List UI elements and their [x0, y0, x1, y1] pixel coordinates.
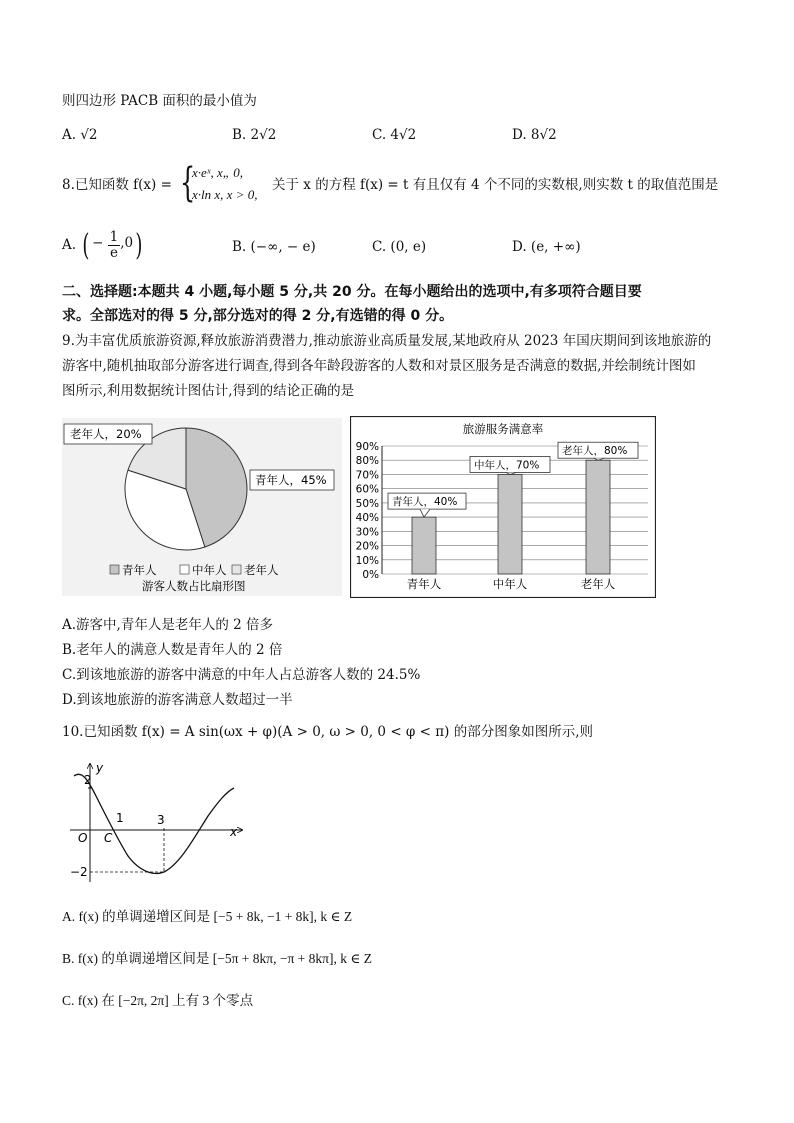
y-axis-label: y — [96, 761, 104, 775]
legend-label-youth: 青年人 — [122, 563, 157, 577]
q7-option-b: B. 2√2 — [232, 127, 277, 143]
bar-0 — [412, 517, 436, 574]
x-tick-label: 老年人 — [580, 577, 616, 591]
q8-option-b: B. (−∞, − e) — [232, 239, 316, 255]
point-c-label: C — [104, 831, 113, 845]
q10-sine-graph — [68, 758, 248, 886]
y-tick-label: 70% — [355, 469, 379, 482]
q9-option-c: C.到该地旅游的游客中满意的中年人占总游客人数的 24.5% — [62, 667, 421, 683]
q9-line-2: 游客中,随机抽取部分游客进行调查,得到各年龄段游客的人数和对景区服务是否满意的数据,并绘制统计图如 — [62, 358, 696, 374]
bar-annotation-text: 青年人，40% — [392, 496, 458, 509]
y-tick-label: 0% — [362, 569, 379, 581]
q8-option-a: A. ( − $\frac{1}{e}$ ,0) — [62, 228, 143, 263]
pie-label-youth: 青年人，45% — [255, 473, 327, 487]
q10-option-b: B. f(x) 的单调递增区间是 [−5π + 8kπ, −π + 8kπ], k ∈ Z — [62, 951, 372, 966]
y-tick-label: 10% — [355, 554, 379, 567]
y-tick-label: 60% — [355, 483, 379, 496]
brace-symbol: { — [180, 160, 196, 206]
q9-line-3: 图所示,利用数据统计图估计,得到的结论正确的是 — [62, 383, 355, 399]
q8-prefix: 8.已知函数 f(x) = — [62, 177, 172, 193]
q10-option-c: C. f(x) 在 [−2π, 2π] 上有 3 个零点 — [62, 993, 254, 1008]
q8-option-a-label: A. — [62, 237, 77, 253]
bar-1 — [498, 474, 522, 574]
q8-option-a-numerator: 1 — [109, 229, 119, 245]
bar-x-ticks — [407, 577, 616, 591]
bar-chart-title: 旅游服务满意率 — [462, 422, 544, 436]
q8-option-d: D. (e, +∞) — [512, 239, 581, 255]
legend-label-elderly: 老年人 — [244, 563, 279, 577]
q7-text: 则四边形 PACB 面积的最小值为 — [62, 93, 257, 109]
q9-option-d: D.到该地旅游的游客满意人数超过一半 — [62, 692, 293, 708]
q8-case-2: x·ln x, x > 0, — [192, 187, 258, 202]
legend-label-middle: 中年人 — [192, 563, 227, 577]
y-tick-label: 20% — [355, 540, 379, 553]
pie-label-elderly: 老年人，20% — [70, 427, 142, 441]
x-one-label: 1 — [116, 811, 124, 825]
pie-slices — [125, 428, 247, 550]
y-tick-label: 80% — [355, 455, 379, 468]
x-axis-label: x — [230, 825, 238, 839]
section-2-heading-line-2: 求。全部选对的得 5 分,部分选对的得 2 分,有选错的得 0 分。 — [62, 308, 454, 324]
bar-annotation-text: 老年人，80% — [562, 445, 628, 458]
bar-2 — [586, 460, 610, 574]
q8-option-c: C. (0, e) — [372, 239, 427, 255]
y-tick-label: 40% — [355, 512, 379, 525]
legend-swatch-youth — [110, 565, 119, 574]
q8-option-a-denominator: e — [109, 245, 118, 261]
section-2-heading-line-1: 二、选择题:本题共 4 小题,每小题 5 分,共 20 分。在每小题给出的选项中,有多项符合题目要 — [62, 284, 642, 300]
origin-label: O — [78, 831, 88, 845]
legend-swatch-middle — [180, 565, 189, 574]
bar-chart — [350, 416, 656, 598]
y-tick-label: 90% — [355, 441, 379, 453]
sine-curve — [74, 774, 234, 873]
y-two-label: 2 — [84, 773, 92, 787]
x-tick-label: 青年人 — [406, 577, 442, 591]
q7-option-c: C. 4√2 — [372, 127, 417, 143]
y-tick-label: 50% — [355, 497, 379, 510]
y-tick-label: 30% — [355, 526, 379, 539]
pie-chart-title: 游客人数占比扇形图 — [142, 579, 246, 593]
q9-option-b: B.老年人的满意人数是青年人的 2 倍 — [62, 642, 283, 658]
bar-annotation-text: 中年人，70% — [474, 459, 540, 472]
legend-swatch-elderly — [232, 565, 241, 574]
q10-text: 10.已知函数 f(x) = A sin(ωx + φ)(A > 0, ω > 0, 0 < φ < π) 的部分图象如图所示,则 — [62, 724, 593, 740]
pie-chart — [62, 418, 342, 596]
q7-option-a: A. √2 — [62, 127, 98, 143]
q9-line-1: 9.为丰富优质旅游资源,释放旅游消费潜力,推动旅游业高质量发展,某地政府从 2023 年国庆期间到该地旅游的 — [62, 333, 712, 349]
q10-option-a: A. f(x) 的单调递增区间是 [−5 + 8k, −1 + 8k], k ∈ Z — [62, 909, 353, 924]
y-neg-two-label: −2 — [70, 865, 88, 879]
q8-suffix: 关于 x 的方程 f(x) = t 有且仅有 4 个不同的实数根,则实数 t 的取值范围是 — [272, 177, 719, 193]
q9-option-a: A.游客中,青年人是老年人的 2 倍多 — [62, 617, 274, 633]
x-tick-label: 中年人 — [492, 577, 528, 591]
x-three-label: 3 — [157, 813, 165, 827]
q8-piecewise — [180, 160, 275, 207]
q7-option-d: D. 8√2 — [512, 127, 557, 143]
q8-case-1: x·eˣ, x„ 0, — [192, 165, 243, 180]
